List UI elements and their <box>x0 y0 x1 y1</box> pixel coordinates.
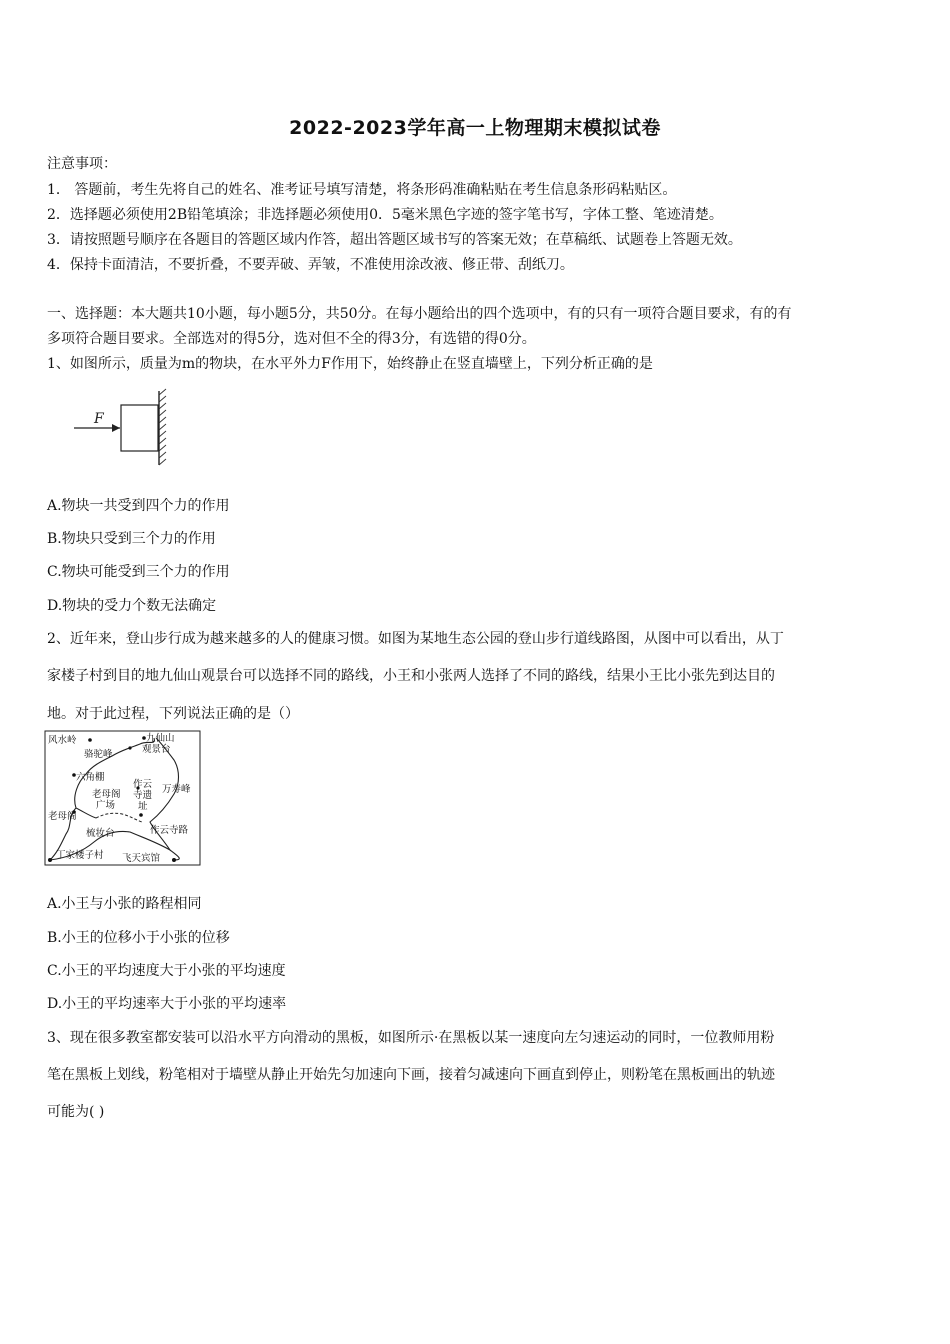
section-intro-line1: 一、选择题：本大题共10小题，每小题5分，共50分。在每小题给出的四个选项中，有的只有一项符合题目要求，有的有 <box>47 306 792 322</box>
label-laomuge-square-2: 广场 <box>96 800 116 811</box>
q2-trail-map <box>44 730 202 868</box>
label-zuoyun-2: 寺遗 <box>133 790 153 801</box>
label-zuoyun-3: 址 <box>138 801 148 812</box>
label-feitian: 飞天宾馆 <box>122 853 161 864</box>
q1-option-a: A.物块一共受到四个力的作用 <box>47 498 230 514</box>
q3-stem-line3: 可能为( ) <box>47 1104 105 1120</box>
q2-stem-line3: 地。对于此过程，下列说法正确的是（） <box>47 706 299 722</box>
block <box>121 405 158 451</box>
section-intro-line2: 多项符合题目要求。全部选对的得5分，选对但不全的得3分，有选错的得0分。 <box>47 331 536 347</box>
q1-stem: 1、如图所示，质量为m的物块，在水平外力F作用下，始终静止在竖直墙壁上，下列分析正确的是 <box>47 356 653 372</box>
q1-option-b: B.物块只受到三个力的作用 <box>47 531 216 547</box>
q2-stem-line2: 家楼子村到目的地九仙山观景台可以选择不同的路线，小王和小张两人选择了不同的路线，结果小王比小张先到达目的 <box>47 668 775 684</box>
label-luotuofeng: 骆驼峰 <box>84 749 113 760</box>
force-label: F <box>94 411 104 427</box>
label-laomuge-square-1: 老母阁 <box>92 789 121 800</box>
q2-option-c: C.小王的平均速度大于小张的平均速度 <box>47 963 286 979</box>
q1-figure <box>44 385 184 470</box>
label-zuoyunsilu: 作云寺路 <box>150 825 189 836</box>
q3-stem-line1: 3、现在很多教室都安装可以沿水平方向滑动的黑板，如图所示·在黑板以某一速度向左匀速运动的同时，一位教师用粉 <box>47 1030 775 1046</box>
label-liujiaopeng: 六角棚 <box>76 772 105 783</box>
q2-option-a: A.小王与小张的路程相同 <box>47 896 202 912</box>
label-wanshoufeng: 万寿峰 <box>162 784 191 795</box>
q1-option-d: D.物块的受力个数无法确定 <box>47 598 217 614</box>
q2-stem-line1: 2、近年来，登山步行成为越来越多的人的健康习惯。如图为某地生态公园的登山步行道线路图，从图中可以看出，从丁 <box>47 631 784 647</box>
notice-item-1: 1． 答题前，考生先将自己的姓名、准考证号填写清楚，将条形码准确粘贴在考生信息条形码粘贴区。 <box>47 182 677 198</box>
notice-item-3: 3．请按照题号顺序在各题目的答题区域内作答，超出答题区域书写的答案无效；在草稿纸、试题卷上答题无效。 <box>47 232 742 248</box>
label-fengshuiling: 风水岭 <box>48 735 77 746</box>
label-jiuxianshan-2: 观景台 <box>142 744 171 755</box>
label-jiuxianshan-1: 九仙山 <box>146 733 175 744</box>
wall-hatching <box>159 389 166 465</box>
notice-item-2: 2．选择题必须使用2B铅笔填涂；非选择题必须使用0．5毫米黑色字迹的签字笔书写，字体工整、笔迹清楚。 <box>47 207 723 223</box>
q1-option-c: C.物块可能受到三个力的作用 <box>47 564 230 580</box>
q2-option-d: D.小王的平均速率大于小张的平均速率 <box>47 996 287 1012</box>
label-shuzhuangtai: 梳妆台 <box>86 828 115 839</box>
notice-heading: 注意事项： <box>47 156 117 172</box>
label-laomuge: 老母阁 <box>48 811 77 822</box>
q3-stem-line2: 笔在黑板上划线，粉笔相对于墙壁从静止开始先匀加速向下画，接着匀减速向下画直到停止，则粉笔在黑板画出的轨迹 <box>47 1067 775 1083</box>
force-arrow-head <box>112 424 120 432</box>
notice-item-4: 4．保持卡面清洁，不要折叠，不要弄破、弄皱，不准使用涂改液、修正带、刮纸刀。 <box>47 257 574 273</box>
q2-option-b: B.小王的位移小于小张的位移 <box>47 930 230 946</box>
label-zuoyun-1: 作云 <box>133 779 153 790</box>
label-dingjia: 丁家楼子村 <box>56 850 104 861</box>
page-title: 2022-2023学年高一上物理期末模拟试卷 <box>289 117 661 139</box>
